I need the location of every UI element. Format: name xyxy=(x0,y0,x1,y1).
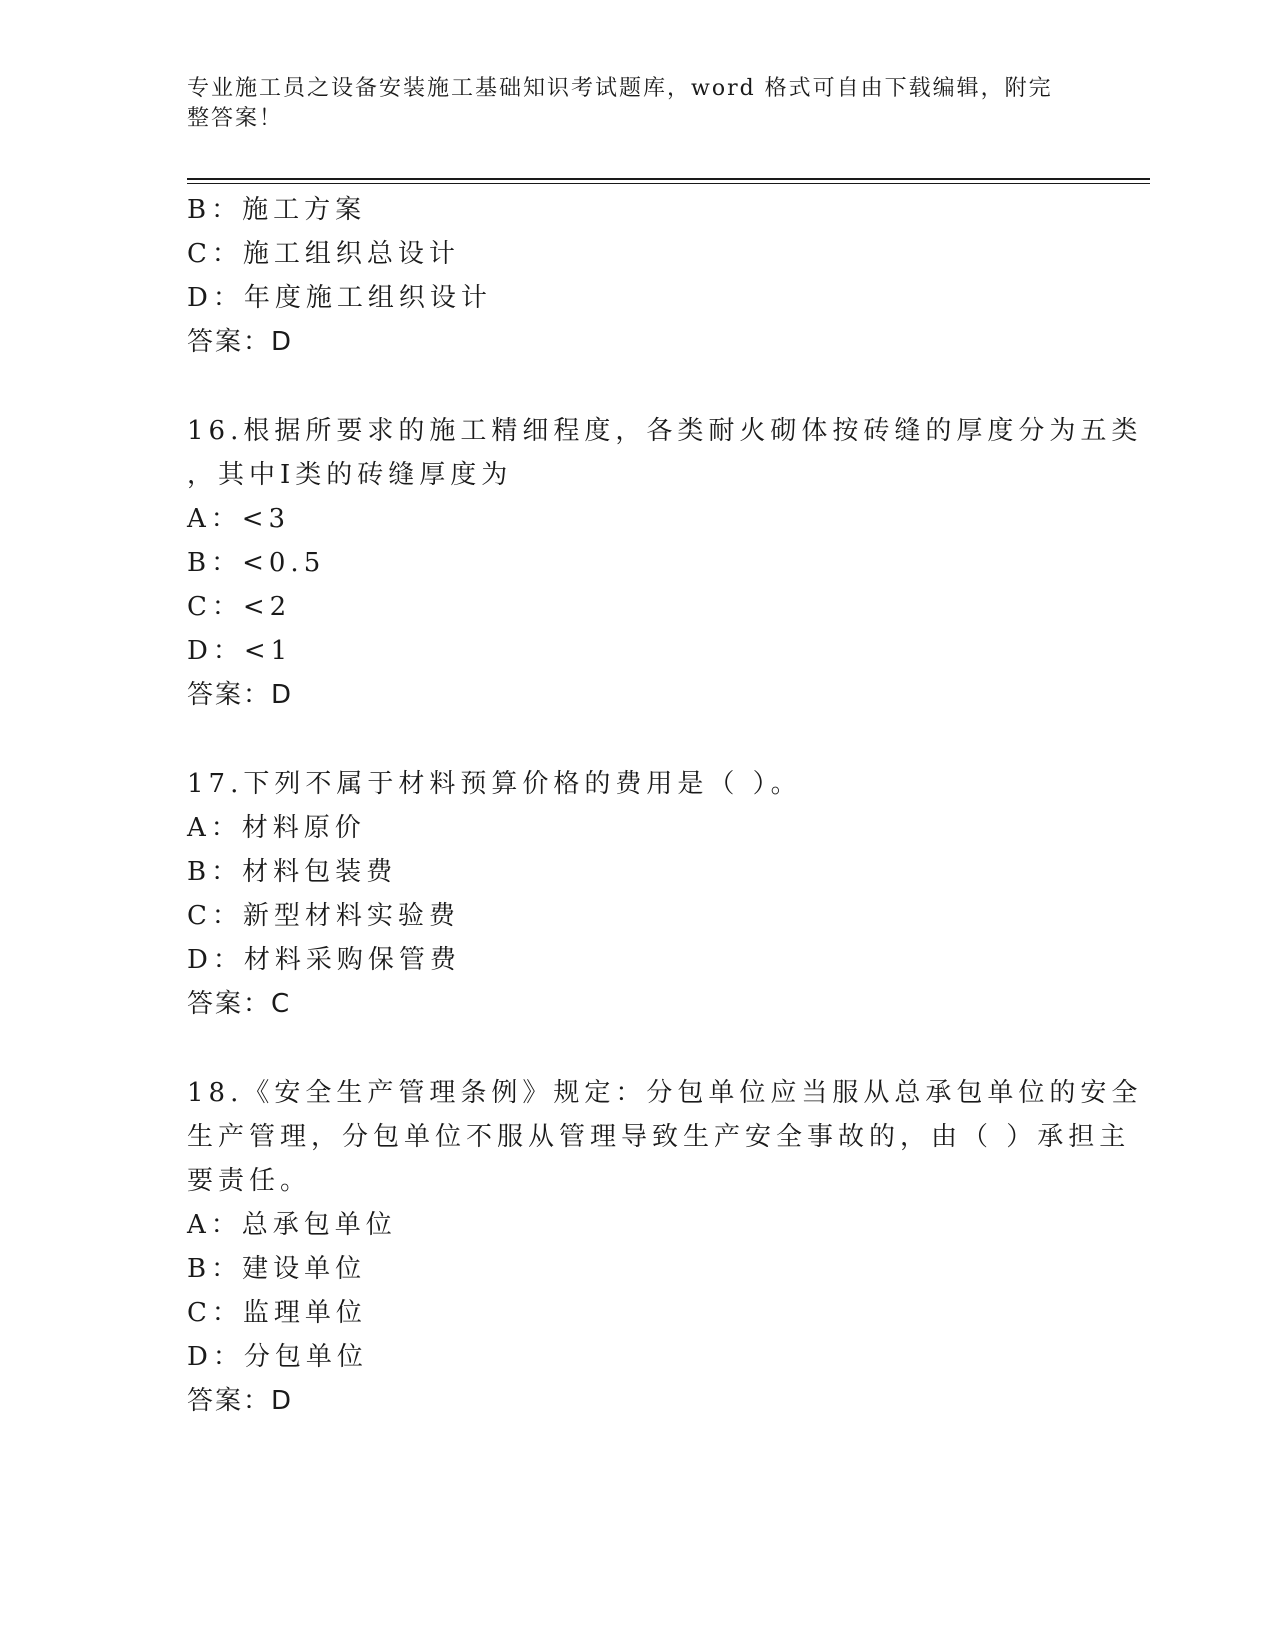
q18-stem-line-3: 要责任。 xyxy=(187,1166,312,1196)
q17-option-b: B：材料包装费 xyxy=(187,857,398,887)
q18-option-a: A：总承包单位 xyxy=(187,1210,397,1240)
q18-option-c: C：监理单位 xyxy=(187,1298,367,1328)
q17-answer: 答案：C xyxy=(187,989,292,1019)
q18-stem-line-2: 生产管理，分包单位不服从管理导致生产安全事故的，由（ ）承担主 xyxy=(187,1122,1131,1152)
header-text-line-2: 整答案！ xyxy=(187,106,284,131)
q17-option-a: A：材料原价 xyxy=(187,813,366,843)
q16-option-b: B：<0.5 xyxy=(187,548,326,578)
q17-option-d: D：材料采购保管费 xyxy=(187,945,461,975)
q18-option-b: B：建设单位 xyxy=(187,1254,367,1284)
q17-option-c: C：新型材料实验费 xyxy=(187,901,460,931)
q18-answer: 答案：D xyxy=(187,1386,294,1416)
q15-option-d: D：年度施工组织设计 xyxy=(187,283,492,313)
q18-stem-line-1: 18.《安全生产管理条例》规定：分包单位应当服从总承包单位的安全 xyxy=(187,1078,1143,1108)
document-header xyxy=(187,74,1067,134)
q15-option-c: C：施工组织总设计 xyxy=(187,239,460,269)
q16-answer: 答案：D xyxy=(187,680,294,710)
q15-answer: 答案：D xyxy=(187,327,294,357)
q17-stem-line-1: 17.下列不属于材料预算价格的费用是（ ）。 xyxy=(187,769,802,799)
q16-stem-line-1: 16.根据所要求的施工精细程度，各类耐火砌体按砖缝的厚度分为五类 xyxy=(187,416,1143,446)
q16-option-d: D：<1 xyxy=(187,636,293,666)
q16-option-a: A：<3 xyxy=(187,504,291,534)
header-divider-thin xyxy=(187,183,1150,184)
q16-stem-line-2: ，其中Ⅰ类的砖缝厚度为 xyxy=(187,460,513,490)
header-text-line-1: 专业施工员之设备安装施工基础知识考试题库，word 格式可自由下载编辑，附完 xyxy=(187,76,1053,101)
header-divider-thick xyxy=(187,178,1150,180)
q18-option-d: D：分包单位 xyxy=(187,1342,368,1372)
q15-option-b: B：施工方案 xyxy=(187,195,367,225)
q16-option-c: C：<2 xyxy=(187,592,292,622)
